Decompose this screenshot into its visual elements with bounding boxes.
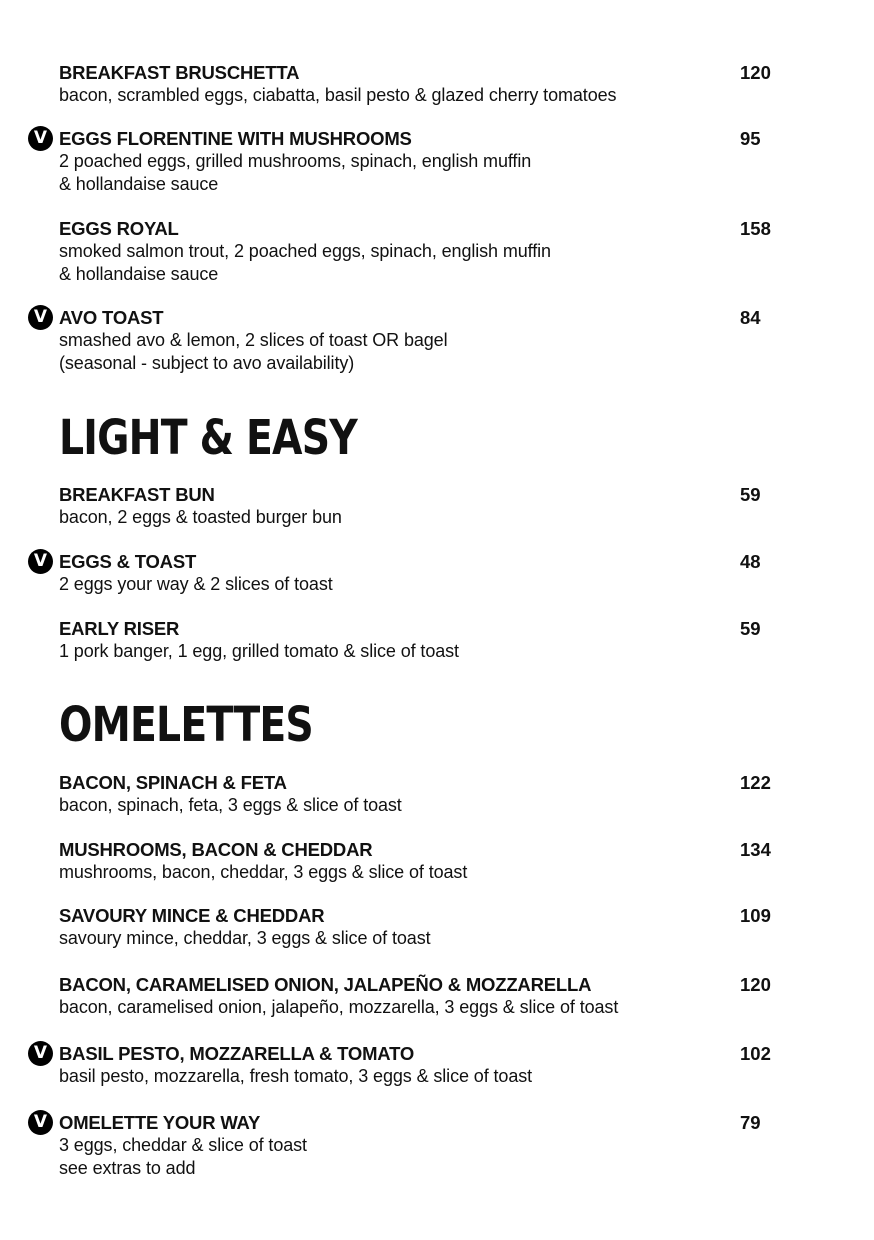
- description-line: basil pesto, mozzarella, fresh tomato, 3 eggs & slice of toast: [59, 1066, 533, 1086]
- vegetarian-icon: V: [28, 549, 53, 574]
- description-line: 2 poached eggs, grilled mushrooms, spinach, english muffin: [59, 151, 532, 171]
- item-price: 48: [740, 551, 761, 572]
- item-description: [59, 640, 459, 663]
- item-description: [59, 1065, 532, 1088]
- vegetarian-icon: V: [28, 126, 53, 151]
- description-line: 2 eggs your way & 2 slices of toast: [59, 574, 333, 594]
- item-name: BACON, SPINACH & FETA: [59, 772, 287, 793]
- item-name: EARLY RISER: [59, 618, 180, 639]
- description-line: smashed avo & lemon, 2 slices of toast OR bagel: [59, 330, 448, 350]
- item-price: 120: [740, 62, 771, 83]
- item-description: [59, 573, 333, 596]
- section-title-light-easy: LIGHT & EASY: [59, 410, 357, 466]
- item-name: OMELETTE YOUR WAY: [59, 1112, 261, 1133]
- item-name: SAVOURY MINCE & CHEDDAR: [59, 905, 325, 926]
- vegetarian-icon: V: [28, 1041, 53, 1066]
- item-price: 158: [740, 218, 771, 239]
- item-price: 79: [740, 1112, 761, 1133]
- item-description: [59, 329, 448, 375]
- item-name: BREAKFAST BUN: [59, 484, 215, 505]
- description-line: & hollandaise sauce: [59, 264, 219, 284]
- item-name: AVO TOAST: [59, 307, 164, 328]
- vegetarian-icon: V: [28, 1110, 53, 1135]
- item-name: EGGS FLORENTINE WITH MUSHROOMS: [59, 128, 412, 149]
- description-line: bacon, caramelised onion, jalapeño, mozzarella, 3 eggs & slice of toast: [59, 997, 619, 1017]
- section-title-omelettes: OMELETTES: [59, 697, 313, 753]
- item-name: BASIL PESTO, MOZZARELLA & TOMATO: [59, 1043, 415, 1064]
- description-line: savoury mince, cheddar, 3 eggs & slice of toast: [59, 928, 431, 948]
- item-price: 134: [740, 839, 771, 860]
- item-description: [59, 794, 402, 817]
- item-description: [59, 861, 467, 884]
- item-price: 120: [740, 974, 771, 995]
- item-price: 109: [740, 905, 771, 926]
- description-line: bacon, 2 eggs & toasted burger bun: [59, 507, 342, 527]
- item-price: 122: [740, 772, 771, 793]
- item-description: [59, 84, 616, 107]
- vegetarian-icon: V: [28, 305, 53, 330]
- item-name: BREAKFAST BRUSCHETTA: [59, 62, 300, 83]
- description-line: bacon, spinach, feta, 3 eggs & slice of toast: [59, 795, 402, 815]
- description-line: smoked salmon trout, 2 poached eggs, spinach, english muffin: [59, 241, 551, 261]
- item-description: [59, 240, 551, 286]
- description-line: (seasonal - subject to avo availability): [59, 353, 355, 373]
- description-line: 3 eggs, cheddar & slice of toast: [59, 1135, 307, 1155]
- description-line: see extras to add: [59, 1158, 196, 1178]
- item-price: 59: [740, 484, 761, 505]
- description-line: & hollandaise sauce: [59, 174, 219, 194]
- item-name: BACON, CARAMELISED ONION, JALAPEÑO & MOZZARELLA: [59, 974, 592, 995]
- item-price: 102: [740, 1043, 771, 1064]
- item-price: 59: [740, 618, 761, 639]
- item-name: EGGS & TOAST: [59, 551, 197, 572]
- item-description: [59, 996, 618, 1019]
- item-price: 95: [740, 128, 761, 149]
- item-name: MUSHROOMS, BACON & CHEDDAR: [59, 839, 373, 860]
- description-line: mushrooms, bacon, cheddar, 3 eggs & slice of toast: [59, 862, 468, 882]
- item-price: 84: [740, 307, 761, 328]
- item-description: [59, 150, 531, 196]
- description-line: 1 pork banger, 1 egg, grilled tomato & slice of toast: [59, 641, 459, 661]
- item-description: [59, 1134, 307, 1180]
- item-name: EGGS ROYAL: [59, 218, 179, 239]
- item-description: [59, 927, 431, 950]
- description-line: bacon, scrambled eggs, ciabatta, basil pesto & glazed cherry tomatoes: [59, 85, 617, 105]
- item-description: [59, 506, 342, 529]
